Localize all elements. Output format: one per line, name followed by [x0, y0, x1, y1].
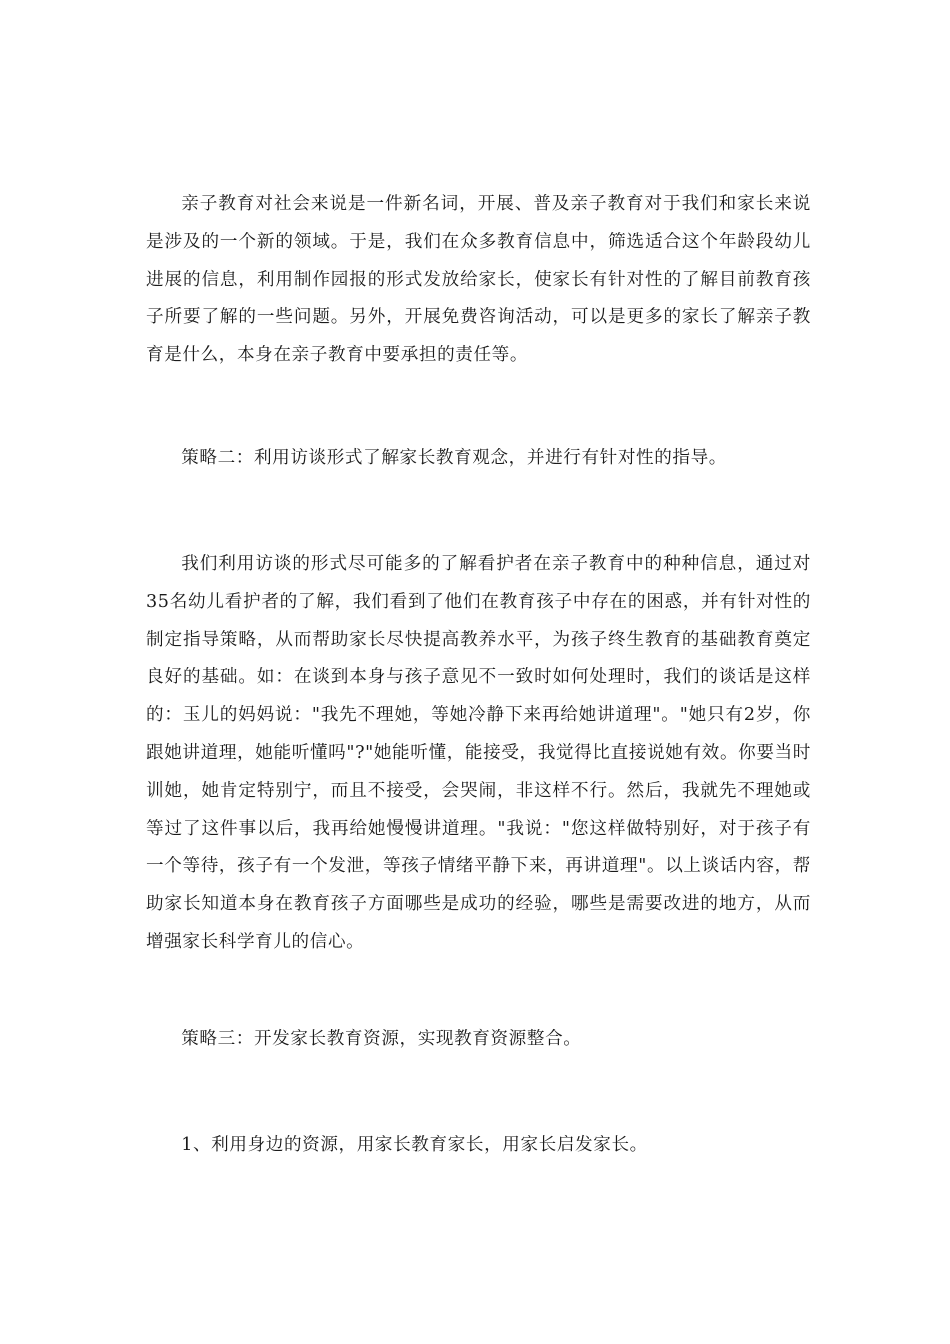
body-paragraph: 亲子教育对社会来说是一件新名词，开展、普及亲子教育对于我们和家长来说是涉及的一个新的领域。于是，我们在众多教育信息中，筛选适合这个年龄段幼儿进展的信息，利用制作园报的形式发放给家长，使家长有针对性的了解目前教育孩子所要了解的一些问题。另外，开展免费咨询活动，可以是更多的家长了解亲子教育是什么，本身在亲子教育中要承担的责任等。 — [146, 194, 811, 366]
body-paragraph: 我们利用访谈的形式尽可能多的了解看护者在亲子教育中的种种信息，通过对35名幼儿看护者的了解，我们看到了他们在教育孩子中存在的困惑，并有针对性的制定指导策略，从而帮助家长尽快提高教养水平，为孩子终生教育的基础教育奠定良好的基础。如：在谈到本身与孩子意见不一致时如何处理时，我们的谈话是这样的：玉儿的妈妈说："我先不理她，等她冷静下来再给她讲道理"。"她只有2岁，你跟她讲道理，她能听懂吗"?"她能听懂，能接受，我觉得比直接说她有效。你要当时训她，她肯定特别宁，而且不接受，会哭闹，非这样不行。然后，我就先不理她或等过了这件事以后，我再给她慢慢讲道理。"我说："您这样做特别好，对于孩子有一个等待，孩子有一个发泄，等孩子情绪平静下来，再讲道理"。以上谈话内容，帮助家长知道本身在教育孩子方面哪些是成功的经验，哪些是需要改进的地方，从而增强家长科学育儿的信心。 — [146, 554, 811, 952]
strategy-three-heading: 策略三：开发家长教育资源，实现教育资源整合。 — [181, 1029, 582, 1049]
list-item: 1、利用身边的资源，用家长教育家长，用家长启发家长。 — [181, 1135, 648, 1155]
strategy-two-heading: 策略二：利用访谈形式了解家长教育观念，并进行有针对性的指导。 — [181, 448, 728, 468]
